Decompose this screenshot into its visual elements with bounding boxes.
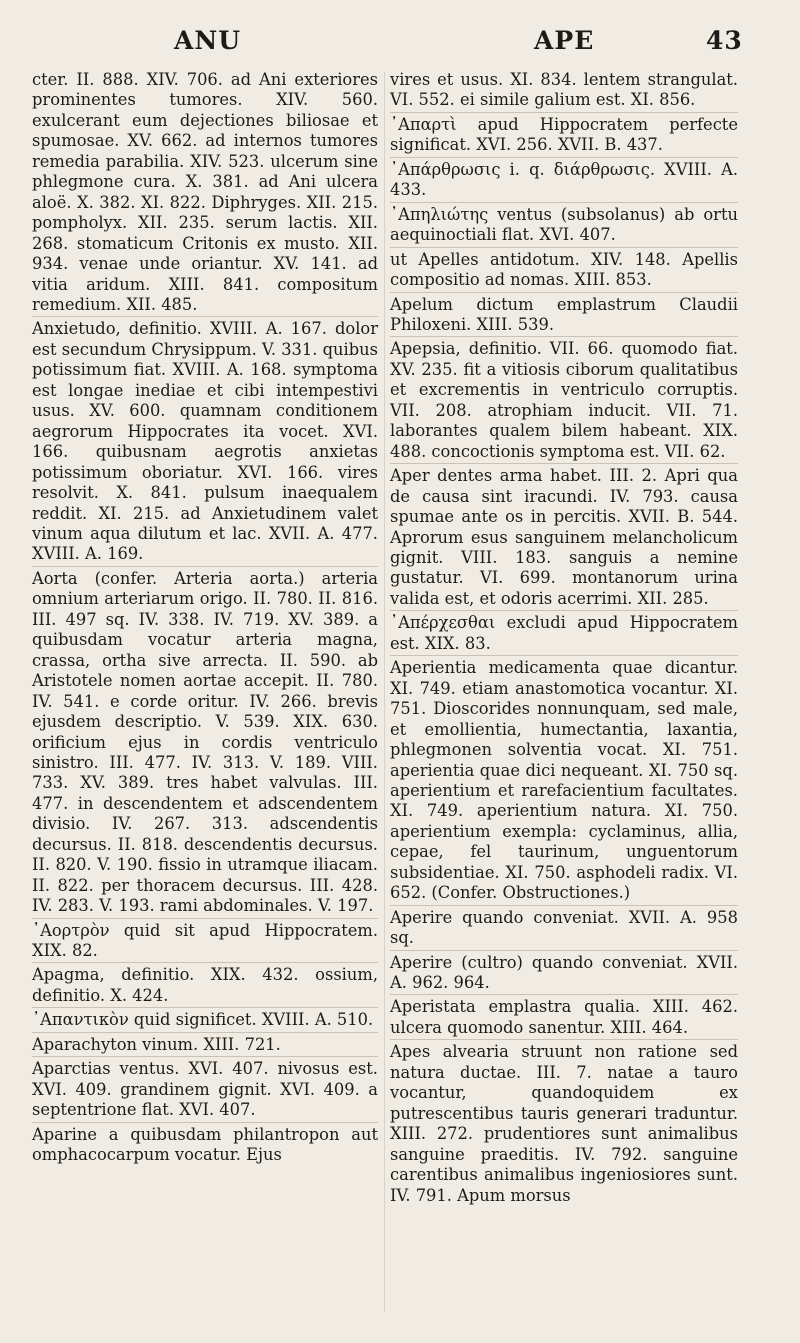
entry-aperire: Aperire quando conveniat. XVII. A. 958 sq. <box>390 907 738 948</box>
entry-divider <box>390 463 738 464</box>
entry-aparctias: Aparctias ventus. XVI. 407. nivosus est. XVI. 409. grandinem gignit. XVI. 409. a septentrione flat. XVI. 407. <box>32 1059 378 1120</box>
entry-divider <box>390 655 738 656</box>
entry-divider <box>32 566 378 567</box>
column-divider <box>384 72 385 1312</box>
entry-apes: Apes alvearia struunt non ratione sed natura ductae. III. 7. natae a tauro vocantur, quandoquidem ex putrescentibus tauris generari traduntur. XIII. 272. prudentiores sunt animalibus sanguine praeditis. IV. 792. sanguine carentibus animalibus ingeniosiores sunt. IV. 791. Apum morsus <box>390 1042 738 1205</box>
entry-apagma: Apagma, definitio. XIX. 432. ossium, definitio. X. 424. <box>32 965 378 1005</box>
entry-aparachyton: Aparachyton vinum. XIII. 721. <box>32 1034 281 1054</box>
running-header <box>0 26 800 66</box>
entry-divider <box>390 336 738 337</box>
entry-aorta: Aorta (confer. Arteria aorta.) arteria omnium arteriarum origo. II. 780. II. 816. III. 497 sq. IV. 338. IV. 719. XV. 389. a quibusdam vocatur arteria magna, crassa, ortha sive arrecta. II. 590. ab Aristotele nomen aortae accepit. II. 780. IV. 541. e corde oritur. IV. 266. brevis ejusdem descriptio. V. 539. XIX. 630. orificium ejus in cordis ventriculo sinistro. III. 477. IV. 313. V. 189. VIII. 733. XV. 389. tres habet valvulas. III. 477. in descendentem et adscendentem divisio. IV. 267. 313. adscendentis decursus. II. 818. descendentis decursus. II. 820. V. 190. fissio in utramque iliacam. II. 822. per thoracem decursus. III. 428. IV. 283. V. 193. rami abdominales. V. 197. <box>32 568 378 916</box>
entry-divider <box>390 610 738 611</box>
entry-aper: Aper dentes arma habet. III. 2. Apri qua de causa sint iracundi. IV. 793. causa spumae ante os in percitis. XVII. B. 544. Aprorum esus sanguinem melancholicum gignit. VIII. 183. sanguis a nemine gustatur. VI. 699. montanorum urina valida est, et odoris acerrimi. XII. 285. <box>390 466 738 608</box>
entry-divider <box>390 112 738 113</box>
entry-aortron: ᾿Αορτρὸν quid sit apud Hippocratem. XIX. 82. <box>32 920 378 961</box>
left-running-head: ANU <box>174 26 242 55</box>
entry-aperire-cultro: Aperire (cultro) quando conveniat. XVII. A. 962. 964. <box>390 952 738 993</box>
entry-apelum: Apelum dictum emplastrum Claudii Philoxeni. XIII. 539. <box>390 294 738 334</box>
entry-apeliotes: ᾿Απηλιώτης ventus (subsolanus) ab ortu aequinoctiali flat. XVI. 407. <box>390 204 738 245</box>
entry-aparine-continued: vires et usus. XI. 834. lentem strangulat. VI. 552. ei simile galium est. XI. 856. <box>390 70 738 110</box>
right-column <box>390 70 738 1206</box>
entry-anxietudo: Anxietudo, definitio. XVIII. A. 167. dolor est secundum Chrysippum. V. 331. quibus potissimum fiat. XVIII. A. 168. symptoma est longae inediae et cibi intempestivi usus. XV. 600. quamnam conditionem aegrorum Hippocrates ita vocet. XVI. 166. quibusnam aegrotis anxietas potissimum oboriatur. XVI. 166. vires resolvit. X. 841. pulsum inaequalem reddit. XI. 215. ad Anxietudinem valet vinum aqua dilutum et lac. XVII. A. 477. XVIII. A. 169. <box>32 319 378 564</box>
entry-divider <box>390 950 738 951</box>
entry-ani-continued: cter. II. 888. XIV. 706. ad Ani exteriores prominentes tumores. XIV. 560. exulcerant eum dejectiones biliosae et spumosae. XV. 662. ad internos tumores remedia parabilia. XIV. 523. ulcerum sine phlegmone cura. X. 381. ad Ani ulcera aloë. X. 382. XI. 822. Diphryges. XII. 215. pompholyx. XII. 235. serum lactis. XII. 268. stomaticum Critonis ex musto. XII. 934. venae unde oriantur. XV. 141. ad vitia aridum. XIII. 841. compositum remedium. XII. 485. <box>32 70 378 314</box>
entry-divider <box>390 202 738 203</box>
entry-divider <box>32 962 378 963</box>
entry-apantikon: ᾿Απαντικὸν quid significet. XVIII. A. 510. <box>32 1010 374 1030</box>
page-number: 43 <box>706 26 743 55</box>
left-column <box>32 70 378 1166</box>
entry-aperistata: Aperistata emplastra qualia. XIII. 462. ulcera quomodo sanentur. XIII. 464. <box>390 997 738 1037</box>
entry-divider <box>32 1032 378 1033</box>
entry-divider <box>390 292 738 293</box>
entry-divider <box>390 1039 738 1040</box>
right-running-head: APE <box>534 26 595 55</box>
entry-aparine: Aparine a quibusdam philantropon aut omphacocarpum vocatur. Ejus <box>32 1124 378 1165</box>
entry-aperchesthai: ᾿Απέρχεσθαι excludi apud Hippocratem est. XIX. 83. <box>390 613 738 653</box>
entry-divider <box>390 994 738 995</box>
entry-divider <box>32 316 378 317</box>
entry-aperientia: Aperientia medicamenta quae dicantur. XI. 749. etiam anastomotica vocantur. XI. 751. Dioscorides nonnunquam, sed male, et emollientia, humectantia, laxantia, phlegmonen solventia vocat. XI. 751. aperientia quae dici nequeant. XI. 750 sq. aperientium et rarefacientium facultates. XI. 749. aperientium natura. XI. 750. aperientium exempla: cyclaminus, allia, cepae, fel taurinum, unguentorum subsidentiae. XI. 750. asphodeli radix. VI. 652. (Confer. Obstructiones.) <box>390 658 738 903</box>
entry-apelles: ut Apelles antidotum. XIV. 148. Apellis compositio ad nomas. XIII. 853. <box>390 249 738 290</box>
entry-divider <box>32 1056 378 1057</box>
entry-divider <box>32 1122 378 1123</box>
entry-divider <box>32 918 378 919</box>
entry-divider <box>390 905 738 906</box>
entry-divider <box>390 247 738 248</box>
entry-aparthrosis: ᾿Απάρθρωσις i. q. διάρθρωσις. XVIII. A. 433. <box>390 159 738 200</box>
entry-divider <box>390 157 738 158</box>
entry-divider <box>32 1007 378 1008</box>
entry-apepsia: Apepsia, definitio. VII. 66. quomodo fiat. XV. 235. fit a vitiosis ciborum qualitatibus et excrementis in ventriculo corruptis. VII. 208. atrophiam inducit. VII. 71. laborantes qualem bilem habeant. XIX. 488. concoctionis symptoma est. VII. 62. <box>390 339 738 461</box>
entry-aparti: ᾿Απαρτὶ apud Hippocratem perfecte significat. XVI. 256. XVII. B. 437. <box>390 114 738 155</box>
